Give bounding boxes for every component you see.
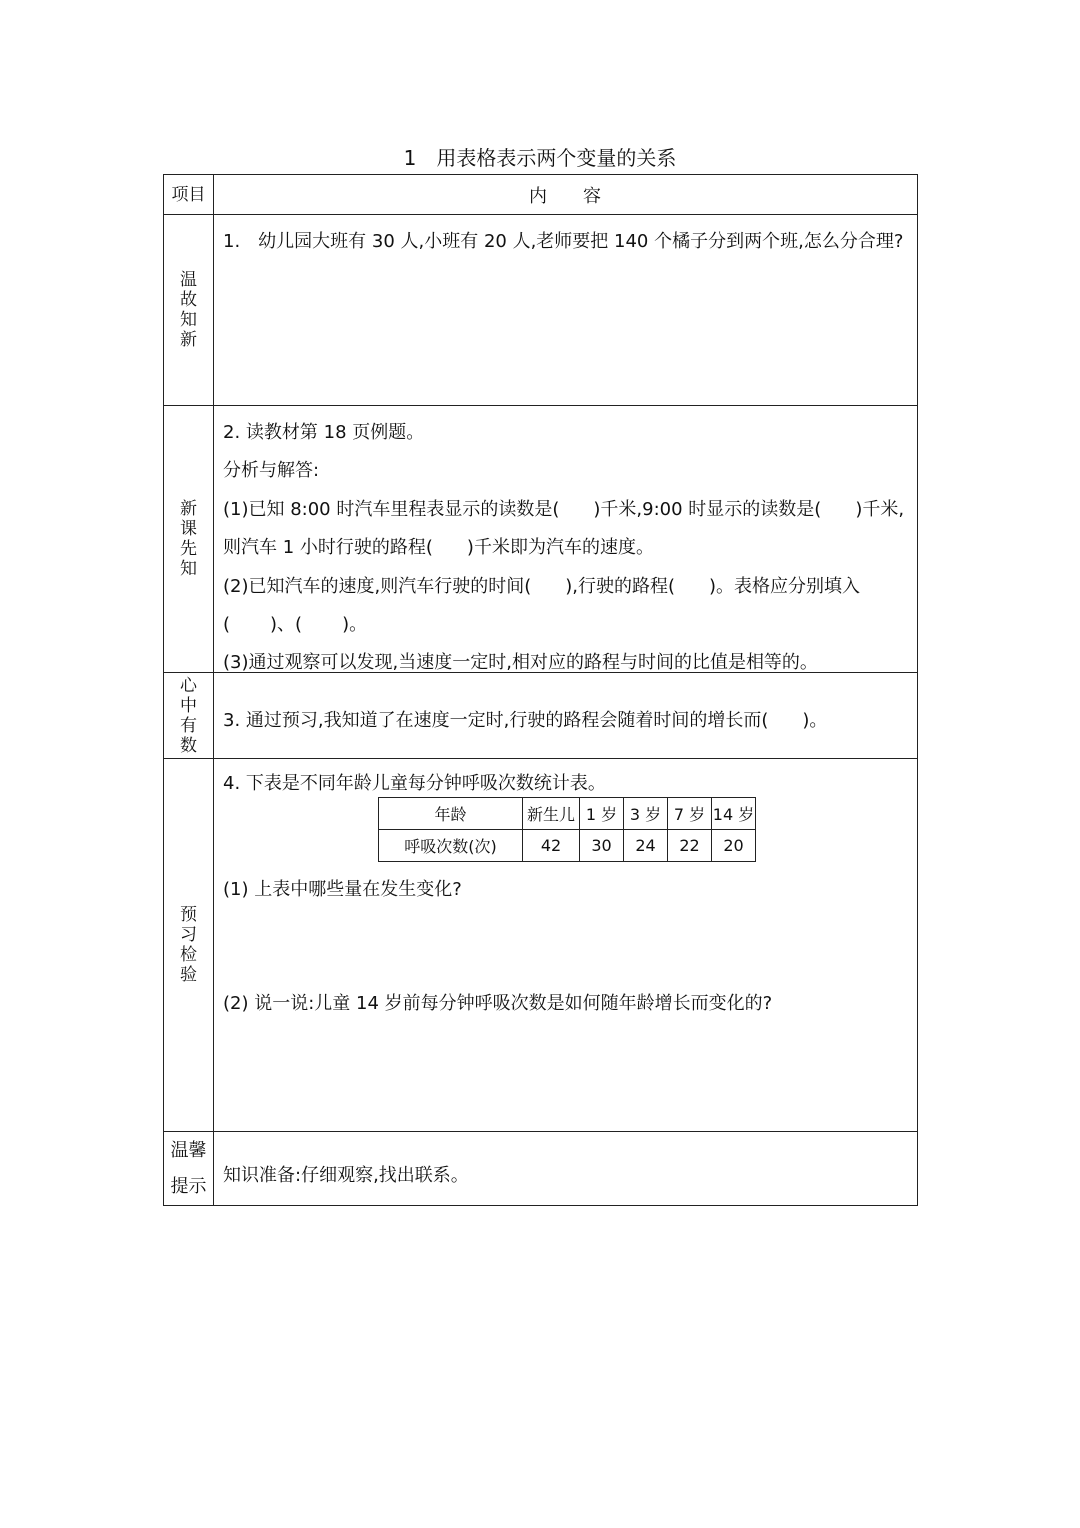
part-2-line-1: (2)已知汽车的速度,则汽车行驶的时间( ),行驶的路程( )。表格应分别填入 bbox=[223, 576, 861, 597]
part-2-line-2: ( )、( )。 bbox=[223, 614, 368, 635]
title-number: 1 bbox=[403, 146, 417, 170]
page-title bbox=[0, 144, 1080, 172]
section-review-label: 温故知新 bbox=[164, 215, 214, 405]
table-cell: 24 bbox=[624, 830, 668, 862]
part-1-line-1: (1)已知 8:00 时汽车里程表显示的读数是( )千米,9:00 时显示的读数是( )千米, bbox=[223, 499, 905, 520]
question-3: 3. 通过预习,我知道了在速度一定时,行驶的路程会随着时间的增长而( )。 bbox=[223, 710, 828, 731]
section-check bbox=[164, 758, 917, 1131]
analysis-label: 分析与解答: bbox=[223, 460, 320, 481]
question-1: 1. 幼儿园大班有 30 人,小班有 20 人,老师要把 140 个橘子分到两个班,怎么分合理? bbox=[223, 231, 904, 252]
section-tip bbox=[164, 1131, 917, 1205]
table-cell: 1 岁 bbox=[580, 798, 624, 830]
worksheet-table bbox=[163, 174, 918, 1206]
table-cell: 3 岁 bbox=[624, 798, 668, 830]
title-text: 用表格表示两个变量的关系 bbox=[436, 146, 677, 170]
table-cell: 22 bbox=[668, 830, 712, 862]
table-cell: 20 bbox=[712, 830, 756, 862]
section-preview-label: 新课先知 bbox=[164, 406, 214, 672]
table-cell: 30 bbox=[580, 830, 624, 862]
section-preview bbox=[164, 405, 917, 672]
table-cell: 呼吸次数(次) bbox=[379, 830, 523, 862]
table-cell: 7 岁 bbox=[668, 798, 712, 830]
header-row bbox=[164, 175, 917, 214]
section-mind bbox=[164, 672, 917, 758]
breathing-table bbox=[378, 797, 756, 862]
table-cell: 年龄 bbox=[379, 798, 523, 830]
tip-text: 知识准备:仔细观察,找出联系。 bbox=[223, 1165, 469, 1186]
sub-question-1: (1) 上表中哪些量在发生变化? bbox=[223, 879, 462, 900]
part-3: (3)通过观察可以发现,当速度一定时,相对应的路程与时间的比值是相等的。 bbox=[223, 652, 818, 673]
section-mind-label: 心中有数 bbox=[164, 673, 214, 758]
question-4: 4. 下表是不同年龄儿童每分钟呼吸次数统计表。 bbox=[223, 773, 606, 794]
sub-question-2: (2) 说一说:儿童 14 岁前每分钟呼吸次数是如何随年龄增长而变化的? bbox=[223, 993, 773, 1014]
section-review bbox=[164, 214, 917, 405]
table-cell: 42 bbox=[523, 830, 580, 862]
breathing-table-row bbox=[379, 830, 756, 862]
breathing-table-header bbox=[379, 798, 756, 830]
header-content-label: 内 容 bbox=[529, 185, 601, 207]
section-tip-label: 温馨 提示 bbox=[164, 1132, 214, 1205]
section-check-label: 预习检验 bbox=[164, 759, 214, 1131]
table-cell: 新生儿 bbox=[523, 798, 580, 830]
header-item-label: 项目 bbox=[164, 175, 214, 214]
part-1-line-2: 则汽车 1 小时行驶的路程( )千米即为汽车的速度。 bbox=[223, 537, 654, 558]
table-cell: 14 岁 bbox=[712, 798, 756, 830]
question-2: 2. 读教材第 18 页例题。 bbox=[223, 422, 425, 443]
